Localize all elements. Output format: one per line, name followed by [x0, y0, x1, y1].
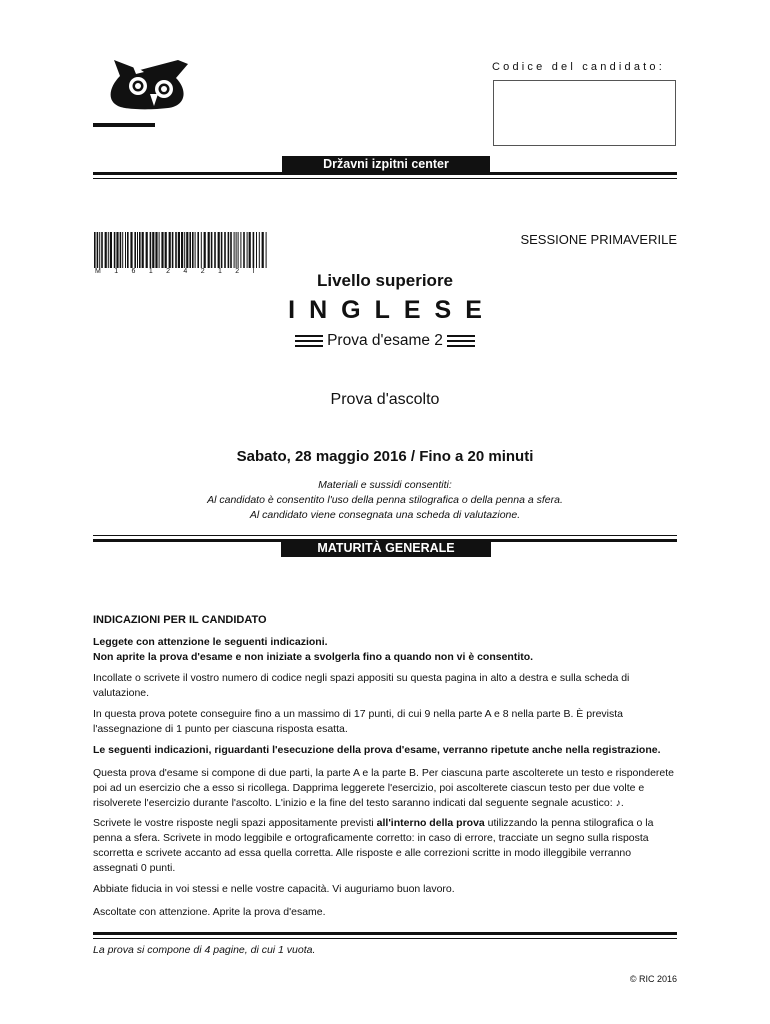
exam-paper [93, 332, 677, 350]
session-label: SESSIONE PRIMAVERILE [520, 232, 677, 247]
allowed-materials [93, 478, 677, 523]
triple-line-icon [447, 335, 475, 347]
footer-rule-bottom [93, 938, 677, 939]
exam-subject: INGLESE [288, 296, 496, 324]
banner-rule-top [93, 535, 677, 536]
test-type: Prova d'ascolto [330, 391, 440, 408]
center-name-banner: Državni izpitni center [282, 156, 490, 173]
candidate-code-label: Codice del candidato: [492, 61, 665, 73]
header-rule-bottom [93, 178, 677, 179]
page-count-note: La prova si compone di 4 pagine, di cui 1 vuota. [93, 944, 316, 956]
candidate-code-box[interactable] [493, 80, 676, 146]
instructions-paragraph [93, 816, 677, 876]
footer-rule-top [93, 932, 677, 935]
copyright: © RIC 2016 [629, 974, 677, 984]
materials-line: Al candidato viene consegnata una scheda di valutazione. [249, 509, 521, 521]
intro-line: Non aprite la prova d'esame e non iniziate a svolgerla fino a quando non vi è consentito. [93, 651, 534, 663]
instructions-paragraph: In questa prova potete conseguire fino a un massimo di 17 punti, di cui 9 nella parte A e 8 nella parte B. È prevista l'assegnazione di 1 punto per ciascuna risposta esatta. [93, 708, 623, 735]
intro-line: Leggete con attenzione le seguenti indicazioni. [93, 636, 328, 648]
materials-line: Materiali e sussidi consentiti: [318, 479, 452, 491]
ric-logo-icon [92, 56, 200, 134]
exam-date-duration: Sabato, 28 maggio 2016 / Fino a 20 minuti [236, 448, 534, 465]
exam-level: Livello superiore [316, 271, 454, 290]
exam-paper-label: Prova d'esame 2 [327, 332, 443, 349]
barcode-number: M16124212I [95, 268, 268, 275]
instructions-heading: INDICAZIONI PER IL CANDIDATO [93, 614, 267, 626]
p5-bold-text: all'interno della prova [376, 817, 485, 829]
barcode-icon [93, 232, 268, 268]
instructions-intro [93, 635, 677, 665]
p5-text: utilizzando la penna stilografica o la penna a sfera. Scrivete in modo leggibile e ortograficamente corretto: in caso di errore, tracciate un segno sulla risposta scorretta e scrivete accanto ad essa quella corretta. Alle risposte e alle correzioni scritte in modo illeggibile verranno assegnati 0 punti. [93, 817, 654, 874]
instructions-paragraph: Le seguenti indicazioni, riguardanti l'esecuzione della prova d'esame, verranno ripetute anche nella registrazione. [93, 744, 661, 756]
p5-text: Scrivete le vostre risposte negli spazi appositamente previsti [93, 817, 377, 829]
instructions-paragraph: Incollate o scrivete il vostro numero di codice negli spazi appositi su questa pagina in alto a destra e sulla scheda di valutazione. [93, 672, 630, 699]
instructions-paragraph: Abbiate fiducia in voi stessi e nelle vostre capacità. Vi auguriamo buon lavoro. [93, 883, 455, 895]
maturita-banner: MATURITÀ GENERALE [281, 540, 491, 557]
triple-line-icon [295, 335, 323, 347]
materials-line: Al candidato è consentito l'uso della penna stilografica o della penna a sfera. [207, 494, 563, 506]
instructions-paragraph: Questa prova d'esame si compone di due parti, la parte A e la parte B. Per ciascuna parte ascolterete un testo e risponderete poi ad un esercizio che a esso si ricollega. Dapprima leggerete l'esercizio, poi ascolterete ciascun testo per due volte e risolverete l'esercizio durante l'ascolto. L'inizio e la fine del testo saranno indicati dal seguente segnale acustico: ♪. [93, 767, 675, 809]
instructions-paragraph: Ascoltate con attenzione. Aprite la prova d'esame. [93, 906, 326, 918]
